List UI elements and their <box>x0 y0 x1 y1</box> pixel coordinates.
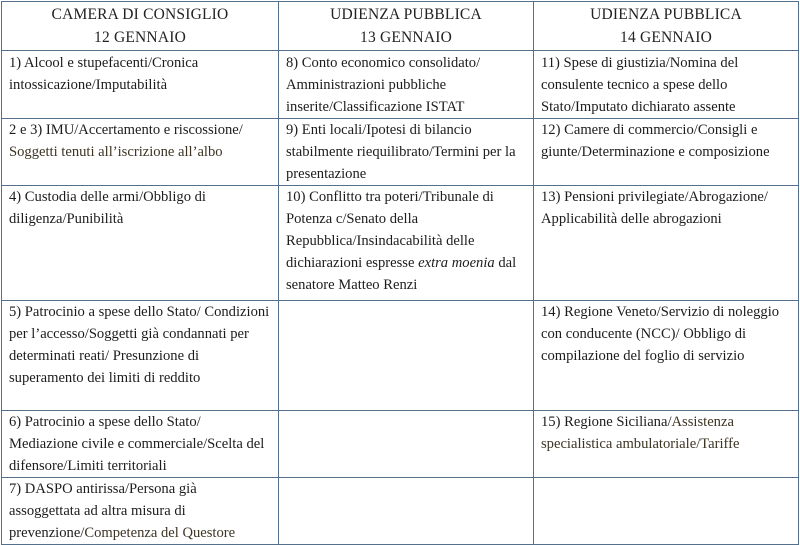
case-text: 4) Custodia delle armi/Obbligo di diligenza/Punibilità <box>9 189 206 227</box>
table-row <box>2 301 799 411</box>
case-text: 12) Camere di commercio/Consigli e giunte/Determinazione e composizione <box>541 122 770 160</box>
table-cell <box>2 478 279 545</box>
case-text: 9) Enti locali/Ipotesi di bilancio stabilmente riequilibrato/Termini per la presentazione <box>286 122 516 182</box>
header-row <box>2 2 799 51</box>
column-date: 12 GENNAIO <box>94 29 186 46</box>
case-text-italic: extra moenia <box>418 255 495 271</box>
header-camera-di-consiglio <box>2 2 279 51</box>
table-cell <box>279 186 534 301</box>
table-cell <box>2 411 279 478</box>
table-cell <box>534 301 799 411</box>
table-cell <box>279 119 534 186</box>
case-text: 7) DASPO antirissa/Persona già assoggettata ad altra misura di prevenzione/ <box>9 481 197 541</box>
table-cell-empty <box>534 478 799 545</box>
table-cell-empty <box>279 478 534 545</box>
case-text: 6) Patrocinio a spese dello Stato/ Mediazione civile e commerciale/Scelta del difensore/Limiti territoriali <box>9 414 265 474</box>
column-date: 14 GENNAIO <box>620 29 712 46</box>
table-row <box>2 119 799 186</box>
table-cell <box>2 186 279 301</box>
table-cell <box>534 51 799 119</box>
table-cell-empty <box>279 411 534 478</box>
case-text: 15) Regione Siciliana/ <box>541 414 672 430</box>
table-row <box>2 478 799 545</box>
table-cell <box>2 51 279 119</box>
table-cell <box>2 119 279 186</box>
header-udienza-pubblica-14 <box>534 2 799 51</box>
column-title: CAMERA DI CONSIGLIO <box>51 6 229 23</box>
case-text: 5) Patrocinio a spese dello Stato/ Condizioni per l’accesso/Soggetti già condannati per determinati reati/ Presunzione di superamento dei limiti di reddito <box>9 304 270 386</box>
case-text: 8) Conto economico consolidato/ Amministrazioni pubbliche inserite/Classificazione ISTAT <box>286 55 481 115</box>
case-text: 2 e 3) IMU/Accertamento e riscossione/ <box>9 122 243 138</box>
hearing-schedule-table <box>1 1 799 545</box>
case-text: 14) Regione Veneto/Servizio di noleggio con conducente (NCC)/ Obbligo di compilazione del foglio di servizio <box>541 304 780 364</box>
case-text-continued: Assistenza specialistica ambulatoriale/Tariffe <box>541 414 740 452</box>
column-date: 13 GENNAIO <box>360 29 452 46</box>
case-text-continued: Competenza del Questore <box>84 525 236 541</box>
table-row <box>2 411 799 478</box>
case-text: 1) Alcool e stupefacenti/Cronica intossicazione/Imputabilità <box>9 55 199 93</box>
case-text: 13) Pensioni privilegiate/Abrogazione/ Applicabilità delle abrogazioni <box>541 189 768 227</box>
table-cell <box>534 411 799 478</box>
case-text: 10) Conflitto tra poteri/Tribunale di Potenza c/Senato della Repubblica/Insindacabilità delle dichiarazioni espresse <box>286 189 494 271</box>
column-title: UDIENZA PUBBLICA <box>330 6 482 23</box>
column-title: UDIENZA PUBBLICA <box>590 6 742 23</box>
case-text: 11) Spese di giustizia/Nomina del consulente tecnico a spese dello Stato/Imputato dichiarato assente <box>541 55 739 115</box>
table-cell <box>534 186 799 301</box>
table-cell-empty <box>279 301 534 411</box>
case-text-end: dal senatore Matteo Renzi <box>286 255 517 293</box>
table-cell <box>2 301 279 411</box>
table-cell <box>279 51 534 119</box>
case-text-continued: Soggetti tenuti all’iscrizione all’albo <box>9 144 223 160</box>
table-row <box>2 51 799 119</box>
header-udienza-pubblica-13 <box>279 2 534 51</box>
table-cell <box>534 119 799 186</box>
table-row <box>2 186 799 301</box>
